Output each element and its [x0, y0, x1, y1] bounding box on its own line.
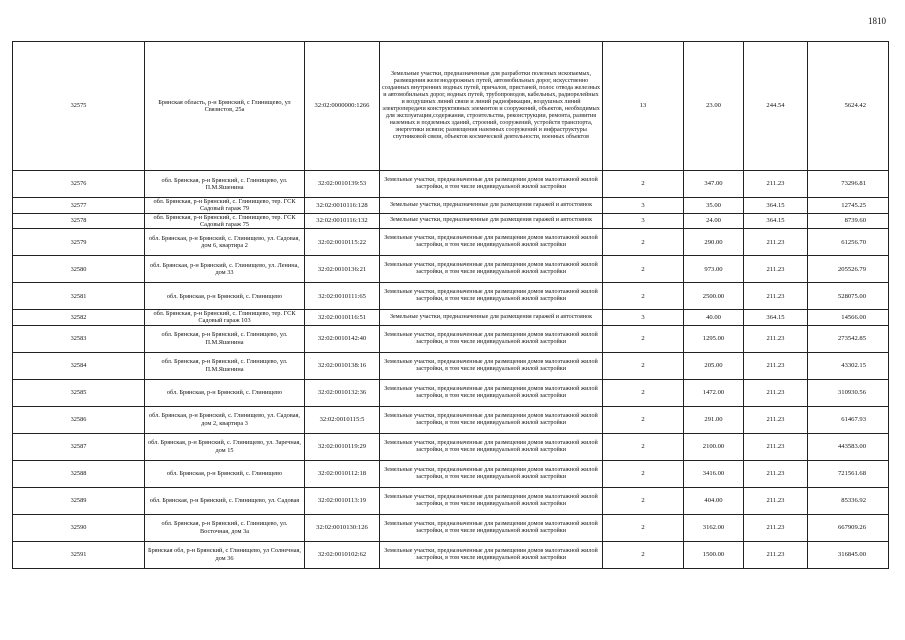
parcel-number: 32588 — [13, 460, 145, 487]
specific-value: 211.23 — [744, 379, 808, 406]
specific-value: 364.15 — [744, 213, 808, 229]
use-group: 2 — [603, 352, 684, 379]
cadastral-number: 32:02:0010136:21 — [305, 256, 380, 283]
cadastral-value: 273542.85 — [808, 325, 889, 352]
use-group: 2 — [603, 514, 684, 541]
parcel-area: 40.00 — [684, 310, 744, 326]
parcel-number: 32587 — [13, 433, 145, 460]
parcel-address: обл. Брянская, р-н Брянский, с. Глинищево, ул. П.М.Яшенина — [145, 352, 305, 379]
use-group: 2 — [603, 460, 684, 487]
use-group: 3 — [603, 213, 684, 229]
parcel-address: обл. Брянская, р-н Брянский, с. Глинищево, ул. Садовая, дом 2, квартира 3 — [145, 406, 305, 433]
permitted-use: Земельные участки, предназначенные для размещения домов малоэтажной жилой застройки, в том числе индивидуальной жилой застройки — [380, 433, 603, 460]
parcel-number: 32581 — [13, 283, 145, 310]
use-group: 2 — [603, 256, 684, 283]
parcel-address: обл. Брянская, р-н Брянский, с. Глинищево, ул. П.М.Яшенина — [145, 171, 305, 198]
permitted-use: Земельные участки, предназначенные для размещения домов малоэтажной жилой застройки, в том числе индивидуальной жилой застройки — [380, 256, 603, 283]
specific-value: 211.23 — [744, 460, 808, 487]
use-group: 2 — [603, 283, 684, 310]
parcel-address: обл. Брянская, р-н Брянский, с. Глинищево, ул. Восточная, дом 3а — [145, 514, 305, 541]
permitted-use: Земельные участки, предназначенные для размещения домов малоэтажной жилой застройки, в том числе индивидуальной жилой застройки — [380, 487, 603, 514]
parcel-address: обл. Брянская, р-н Брянский, с. Глинищево, ул. Заречная, дом 15 — [145, 433, 305, 460]
parcel-area: 23.00 — [684, 42, 744, 171]
cadastral-value: 43302.15 — [808, 352, 889, 379]
cadastral-number: 32:02:0010130:126 — [305, 514, 380, 541]
parcel-area: 973.00 — [684, 256, 744, 283]
parcel-number: 32577 — [13, 198, 145, 214]
parcel-area: 2100.00 — [684, 433, 744, 460]
table-row — [13, 171, 889, 198]
parcel-area: 1500.00 — [684, 541, 744, 568]
permitted-use: Земельные участки, предназначенные для размещения домов малоэтажной жилой застройки, в том числе индивидуальной жилой застройки — [380, 171, 603, 198]
cadastral-number: 32:02:0010102:62 — [305, 541, 380, 568]
cadastral-value: 667909.26 — [808, 514, 889, 541]
permitted-use: Земельные участки, предназначенные для размещения домов малоэтажной жилой застройки, в том числе индивидуальной жилой застройки — [380, 283, 603, 310]
parcel-number: 32591 — [13, 541, 145, 568]
cadastral-value: 316845.00 — [808, 541, 889, 568]
parcel-address: обл. Брянская, р-н Брянский, с. Глинищево, тер. ГСК Садовый гараж 103 — [145, 310, 305, 326]
use-group: 2 — [603, 433, 684, 460]
cadastral-number: 32:02:0010111:65 — [305, 283, 380, 310]
cadastral-value: 85336.92 — [808, 487, 889, 514]
table-row — [13, 487, 889, 514]
specific-value: 211.23 — [744, 325, 808, 352]
cadastral-value: 73296.81 — [808, 171, 889, 198]
specific-value: 211.23 — [744, 229, 808, 256]
permitted-use: Земельные участки, предназначенные для размещения домов малоэтажной жилой застройки, в том числе индивидуальной жилой застройки — [380, 541, 603, 568]
permitted-use: Земельные участки, предназначенные для разработки полезных ископаемых, размещения железнодорожных путей, автомобильных дорог, искусственно созданных внутренних водных путей, причалов, пристаней, полос отвода железных и автомобильных дорог, водных путей, трубопроводов, кабельных, радиорелейных и воздушных линий связи и линий радиофикации, воздушных линий электропередачи конструктивных элементов и сооружений, объектов, необходимых для эксплуатации,содержания, строительства, реконструкции, ремонта, развития наземных и подземных зданий, строений, сооружений, устройств транспорта, энергетики исвязи; размещения наземных сооружений и инфраструктуры спутниковой связи, объектов космической деятельности, военных объектов — [380, 42, 603, 171]
parcel-address: обл. Брянская, р-н Брянский, с. Глинищево — [145, 460, 305, 487]
cadastral-value: 8739.60 — [808, 213, 889, 229]
parcel-area: 3416.00 — [684, 460, 744, 487]
cadastral-number: 32:02:0010116:132 — [305, 213, 380, 229]
cadastral-value: 5624.42 — [808, 42, 889, 171]
parcel-address: обл. Брянская, р-н Брянский, с. Глинищево, тер. ГСК Садовый гараж 79 — [145, 198, 305, 214]
use-group: 3 — [603, 198, 684, 214]
permitted-use: Земельные участки, предназначенные для размещения домов малоэтажной жилой застройки, в том числе индивидуальной жилой застройки — [380, 379, 603, 406]
specific-value: 364.15 — [744, 310, 808, 326]
parcel-number: 32578 — [13, 213, 145, 229]
parcel-area: 404.00 — [684, 487, 744, 514]
permitted-use: Земельные участки, предназначенные для размещения домов малоэтажной жилой застройки, в том числе индивидуальной жилой застройки — [380, 406, 603, 433]
parcel-area: 1472.00 — [684, 379, 744, 406]
parcel-number: 32582 — [13, 310, 145, 326]
cadastral-number: 32:02:0010115:5 — [305, 406, 380, 433]
specific-value: 364.15 — [744, 198, 808, 214]
table-row — [13, 213, 889, 229]
parcel-address: Брянская обл, р-н Брянский, с Глинищево, ул Солнечная, дом 36 — [145, 541, 305, 568]
table-row — [13, 460, 889, 487]
use-group: 2 — [603, 229, 684, 256]
cadastral-number: 32:02:0010116:128 — [305, 198, 380, 214]
specific-value: 211.23 — [744, 487, 808, 514]
parcel-area: 35.00 — [684, 198, 744, 214]
permitted-use: Земельные участки, предназначенные для размещения домов малоэтажной жилой застройки, в том числе индивидуальной жилой застройки — [380, 229, 603, 256]
use-group: 2 — [603, 406, 684, 433]
parcel-address: обл. Брянская, р-н Брянский, с. Глинищево, ул. Садовая, дом 6, квартира 2 — [145, 229, 305, 256]
parcel-number: 32580 — [13, 256, 145, 283]
table-row — [13, 229, 889, 256]
specific-value: 244.54 — [744, 42, 808, 171]
use-group: 13 — [603, 42, 684, 171]
cadastral-value: 721561.68 — [808, 460, 889, 487]
table-row — [13, 198, 889, 214]
specific-value: 211.23 — [744, 406, 808, 433]
parcel-address: обл. Брянская, р-н Брянский, с. Глинищево, ул. Садовая — [145, 487, 305, 514]
cadastral-value: 14566.00 — [808, 310, 889, 326]
table-row — [13, 379, 889, 406]
parcel-number: 32586 — [13, 406, 145, 433]
parcel-area: 290.00 — [684, 229, 744, 256]
specific-value: 211.23 — [744, 514, 808, 541]
cadastral-value-table — [12, 41, 889, 569]
parcel-address: обл. Брянская, р-н Брянский, с. Глинищево — [145, 379, 305, 406]
parcel-address: обл. Брянская, р-н Брянский, с. Глинищево, ул. П.М.Яшенина — [145, 325, 305, 352]
parcel-number: 32585 — [13, 379, 145, 406]
parcel-number: 32584 — [13, 352, 145, 379]
permitted-use: Земельные участки, предназначенные для размещения гаражей и автостоянок — [380, 213, 603, 229]
table-row — [13, 256, 889, 283]
specific-value: 211.23 — [744, 433, 808, 460]
table-row — [13, 310, 889, 326]
cadastral-number: 32:02:0010116:51 — [305, 310, 380, 326]
cadastral-value: 12745.25 — [808, 198, 889, 214]
use-group: 2 — [603, 487, 684, 514]
table-row — [13, 541, 889, 568]
use-group: 2 — [603, 541, 684, 568]
cadastral-value: 443583.00 — [808, 433, 889, 460]
cadastral-number: 32:02:0010112:18 — [305, 460, 380, 487]
table-row — [13, 283, 889, 310]
cadastral-value: 528075.00 — [808, 283, 889, 310]
specific-value: 211.23 — [744, 352, 808, 379]
cadastral-number: 32:02:0010132:36 — [305, 379, 380, 406]
parcel-number: 32589 — [13, 487, 145, 514]
permitted-use: Земельные участки, предназначенные для размещения домов малоэтажной жилой застройки, в том числе индивидуальной жилой застройки — [380, 460, 603, 487]
parcel-area: 24.00 — [684, 213, 744, 229]
parcel-number: 32590 — [13, 514, 145, 541]
cadastral-number: 32:02:0010119:29 — [305, 433, 380, 460]
parcel-area: 347.00 — [684, 171, 744, 198]
cadastral-number: 32:02:0010138:16 — [305, 352, 380, 379]
table-row — [13, 406, 889, 433]
cadastral-value: 61256.70 — [808, 229, 889, 256]
permitted-use: Земельные участки, предназначенные для размещения домов малоэтажной жилой застройки, в том числе индивидуальной жилой застройки — [380, 514, 603, 541]
parcel-number: 32579 — [13, 229, 145, 256]
parcel-area: 3162.00 — [684, 514, 744, 541]
permitted-use: Земельные участки, предназначенные для размещения домов малоэтажной жилой застройки, в том числе индивидуальной жилой застройки — [380, 325, 603, 352]
use-group: 2 — [603, 379, 684, 406]
cadastral-value: 61467.93 — [808, 406, 889, 433]
permitted-use: Земельные участки, предназначенные для размещения гаражей и автостоянок — [380, 198, 603, 214]
cadastral-number: 32:02:0010139:53 — [305, 171, 380, 198]
table-row — [13, 325, 889, 352]
use-group: 2 — [603, 171, 684, 198]
parcel-address: обл. Брянская, р-н Брянский, с. Глинищево, тер. ГСК Садовый гараж 75 — [145, 213, 305, 229]
table-row — [13, 433, 889, 460]
table-row — [13, 514, 889, 541]
parcel-area: 291.00 — [684, 406, 744, 433]
specific-value: 211.23 — [744, 541, 808, 568]
table-body — [13, 42, 889, 569]
use-group: 3 — [603, 310, 684, 326]
parcel-address: Брянская область, р-н Брянский, с Глинищево, ул Связистов, 25а — [145, 42, 305, 171]
table-row — [13, 352, 889, 379]
cadastral-number: 32:02:0010142:40 — [305, 325, 380, 352]
specific-value: 211.23 — [744, 256, 808, 283]
cadastral-number: 32:02:0010113:19 — [305, 487, 380, 514]
permitted-use: Земельные участки, предназначенные для размещения гаражей и автостоянок — [380, 310, 603, 326]
parcel-address: обл. Брянская, р-н Брянский, с. Глинищево — [145, 283, 305, 310]
table-row — [13, 42, 889, 171]
parcel-area: 205.00 — [684, 352, 744, 379]
parcel-number: 32576 — [13, 171, 145, 198]
specific-value: 211.23 — [744, 171, 808, 198]
cadastral-value: 310930.56 — [808, 379, 889, 406]
cadastral-number: 32:02:0010115:22 — [305, 229, 380, 256]
specific-value: 211.23 — [744, 283, 808, 310]
use-group: 2 — [603, 325, 684, 352]
parcel-address: обл. Брянская, р-н Брянский, с. Глинищево, ул. Ленина, дом 33 — [145, 256, 305, 283]
page-number: 1810 — [868, 16, 886, 26]
cadastral-number: 32:02:0000000:1266 — [305, 42, 380, 171]
parcel-area: 1295.00 — [684, 325, 744, 352]
parcel-area: 2500.00 — [684, 283, 744, 310]
cadastral-value: 205526.79 — [808, 256, 889, 283]
parcel-number: 32575 — [13, 42, 145, 171]
parcel-number: 32583 — [13, 325, 145, 352]
permitted-use: Земельные участки, предназначенные для размещения домов малоэтажной жилой застройки, в том числе индивидуальной жилой застройки — [380, 352, 603, 379]
